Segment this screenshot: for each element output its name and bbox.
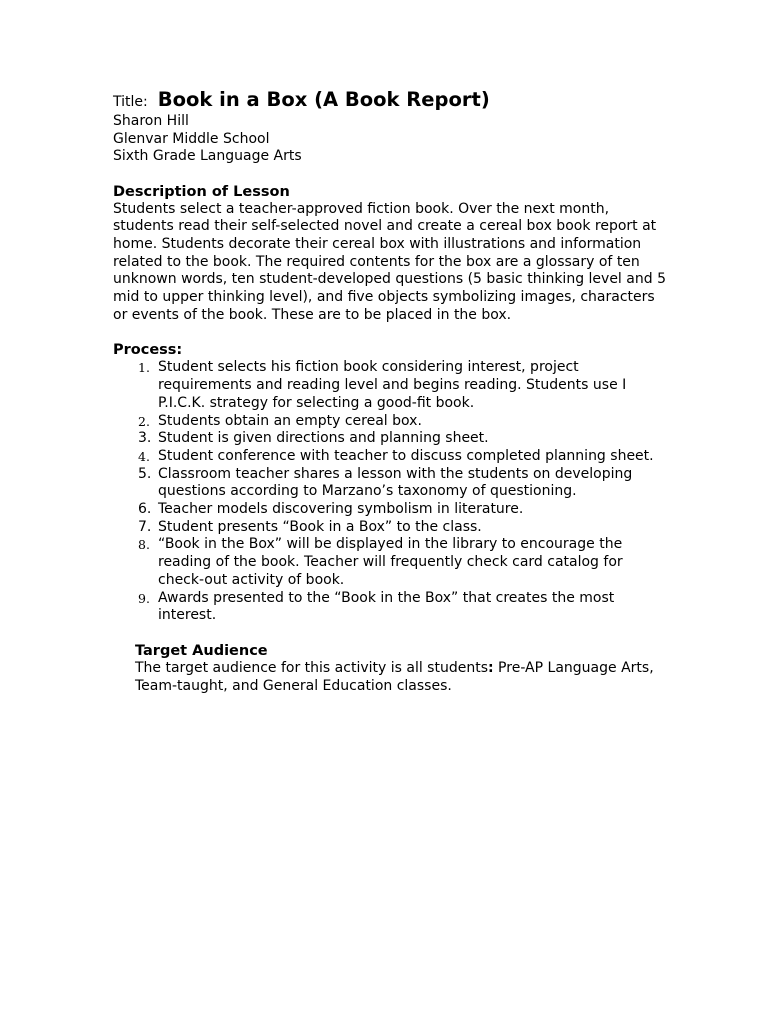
process-item-5 xyxy=(113,466,673,501)
process-item-3 xyxy=(113,430,673,448)
item-number: 9. xyxy=(138,590,150,606)
process-heading: Process: xyxy=(113,342,183,359)
item-number: 2. xyxy=(138,413,150,429)
title-line xyxy=(113,88,673,111)
audience-text-before: The target audience for this activity is all students xyxy=(135,659,488,676)
author-name: Sharon Hill xyxy=(113,113,189,129)
process-list xyxy=(113,359,673,625)
item-text: Classroom teacher shares a lesson with the students on developing questions according to Marzano’s taxonomy of questioning. xyxy=(158,465,633,500)
process-item-7 xyxy=(113,519,673,537)
process-item-9 xyxy=(113,590,673,625)
school-name: Glenvar Middle School xyxy=(113,130,270,147)
audience-colon: : xyxy=(488,659,494,676)
spacer xyxy=(113,625,673,642)
description-heading: Description of Lesson xyxy=(113,183,290,200)
audience-text xyxy=(135,660,673,695)
process-item-8 xyxy=(113,536,673,589)
item-number: 5. xyxy=(138,465,152,482)
process-item-1 xyxy=(113,359,673,412)
item-text: Students obtain an empty cereal box. xyxy=(158,412,422,429)
audience-section xyxy=(135,642,673,695)
document-page xyxy=(113,88,673,695)
item-number: 6. xyxy=(138,501,152,518)
item-number: 3. xyxy=(138,430,152,447)
item-text: Student is given directions and planning sheet. xyxy=(158,430,489,447)
item-text: Awards presented to the “Book in the Box” that creates the most interest. xyxy=(158,589,615,624)
spacer xyxy=(113,166,673,183)
item-text: Student presents “Book in a Box” to the class. xyxy=(158,518,482,535)
process-item-6 xyxy=(113,501,673,519)
title-label: Title: xyxy=(113,94,148,110)
item-text: “Book in the Box” will be displayed in the library to encourage the reading of the book. Teacher will frequently check card catalog for check-out activity of book. xyxy=(158,536,623,588)
item-text: Student selects his fiction book considering interest, project requirements and reading level and begins reading. Students use I P.I.C.K. strategy for selecting a good-fit book. xyxy=(158,359,627,411)
audience-text-after: Pre-AP Language Arts, Team-taught, and General Education classes. xyxy=(135,659,654,694)
process-item-2 xyxy=(113,413,673,431)
item-text: Teacher models discovering symbolism in literature. xyxy=(158,501,524,518)
item-number: 1. xyxy=(138,360,150,376)
item-text: Student conference with teacher to discuss completed planning sheet. xyxy=(158,447,654,464)
item-number: 8. xyxy=(138,537,150,553)
course-name: Sixth Grade Language Arts xyxy=(113,148,302,164)
audience-heading: Target Audience xyxy=(135,642,268,659)
process-item-4 xyxy=(113,448,673,466)
item-number: 4. xyxy=(138,448,150,464)
description-text: Students select a teacher-approved fiction book. Over the next month, students read their self-selected novel and create a cereal box book report at home. Students decorate their cereal box with illustrations and information related to the book. The required contents for the box are a glossary of ten unknown words, ten student-developed questions (5 basic thinking level and 5 mid to upper thinking level), and five objects symbolizing images, characters or events of the book. These are to be placed in the box. xyxy=(113,200,666,323)
spacer xyxy=(113,324,673,341)
document-title: Book in a Box (A Book Report) xyxy=(157,88,490,111)
item-number: 7. xyxy=(138,518,152,535)
